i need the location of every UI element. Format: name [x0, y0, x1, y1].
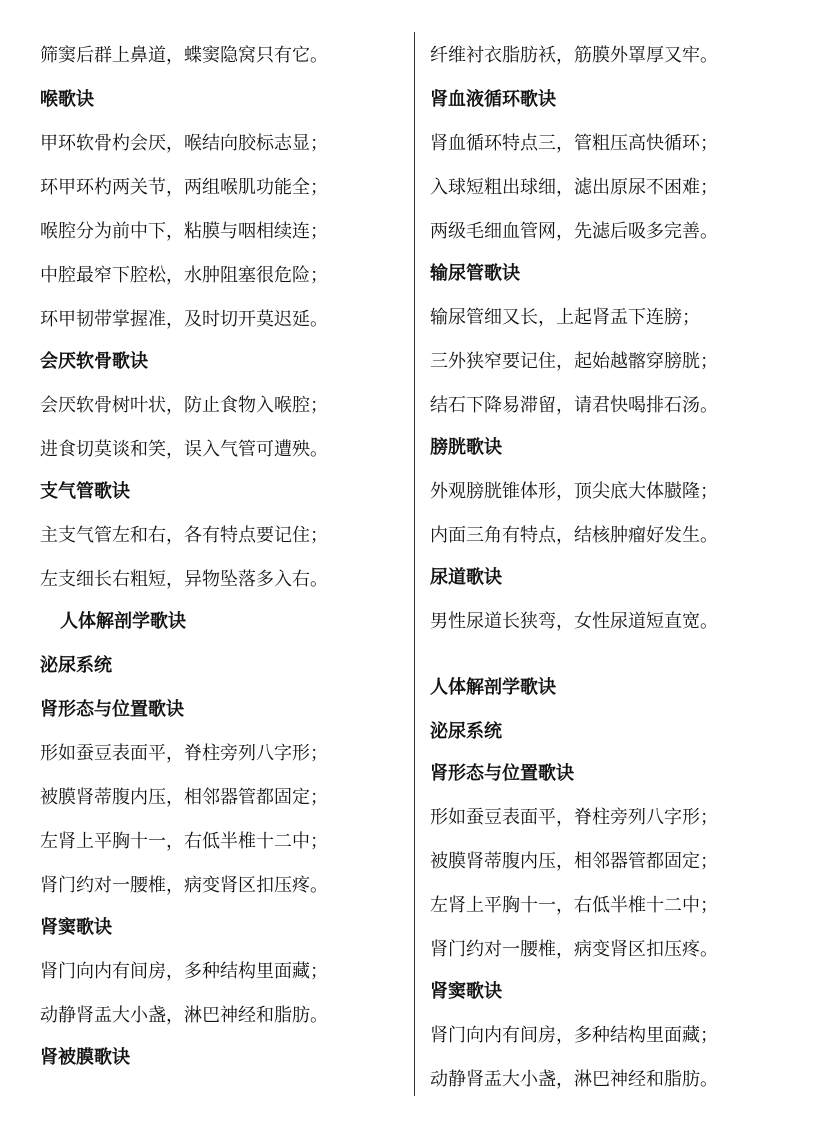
verse-line: 肾门向内有间房，多种结构里面藏；: [430, 1025, 718, 1046]
section-heading: 肾形态与位置歌诀: [40, 699, 184, 720]
verse-line: 主支气管左和右，各有特点要记住；: [40, 525, 328, 546]
section-heading: 人体解剖学歌诀: [430, 677, 556, 698]
section-heading: 支气管歌诀: [40, 481, 130, 502]
verse-line: 形如蚕豆表面平，脊柱旁列八字形；: [40, 743, 328, 764]
verse-line: 左支细长右粗短，异物坠落多入右。: [40, 569, 328, 590]
verse-line: 中腔最窄下腔松，水肿阻塞很危险；: [40, 265, 328, 286]
verse-line: 肾门向内有间房，多种结构里面藏；: [40, 961, 328, 982]
verse-line: 男性尿道长狭弯，女性尿道短直宽。: [430, 611, 718, 632]
section-heading: 肾窦歌诀: [40, 917, 112, 938]
verse-line: 筛窦后群上鼻道，蝶窦隐窝只有它。: [40, 45, 328, 66]
verse-line: 形如蚕豆表面平，脊柱旁列八字形；: [430, 807, 718, 828]
section-heading: 肾血液循环歌诀: [430, 89, 556, 110]
verse-line: 纤维衬衣脂肪袄，筋膜外罩厚又牢。: [430, 45, 718, 66]
verse-line: 肾门约对一腰椎，病变肾区扣压疼。: [40, 875, 328, 896]
section-heading: 输尿管歌诀: [430, 263, 520, 284]
section-heading: 肾形态与位置歌诀: [430, 763, 574, 784]
verse-line: 两级毛细血管网，先滤后吸多完善。: [430, 221, 718, 242]
verse-line: 会厌软骨树叶状，防止食物入喉腔；: [40, 395, 328, 416]
section-heading: 肾窦歌诀: [430, 981, 502, 1002]
verse-line: 入球短粗出球细，滤出原尿不困难；: [430, 177, 718, 198]
verse-line: 左肾上平胸十一，右低半椎十二中；: [430, 895, 718, 916]
verse-line: 被膜肾蒂腹内压，相邻器管都固定；: [40, 787, 328, 808]
section-heading: 膀胱歌诀: [430, 437, 502, 458]
section-heading: 人体解剖学歌诀: [60, 611, 186, 632]
section-heading: 尿道歌诀: [430, 567, 502, 588]
verse-line: 动静肾盂大小盏，淋巴神经和脂肪。: [40, 1005, 328, 1026]
verse-line: 肾门约对一腰椎，病变肾区扣压疼。: [430, 939, 718, 960]
verse-line: 喉腔分为前中下，粘膜与咽相续连；: [40, 221, 328, 242]
verse-line: 左肾上平胸十一，右低半椎十二中；: [40, 831, 328, 852]
verse-line: 结石下降易滞留，请君快喝排石汤。: [430, 395, 718, 416]
verse-line: 内面三角有特点，结核肿瘤好发生。: [430, 525, 718, 546]
column-divider: [414, 32, 415, 1096]
section-heading: 泌尿系统: [40, 655, 112, 676]
verse-line: 被膜肾蒂腹内压，相邻器管都固定；: [430, 851, 718, 872]
section-heading: 喉歌诀: [40, 89, 94, 110]
verse-line: 环甲环杓两关节，两组喉肌功能全；: [40, 177, 328, 198]
verse-line: 进食切莫谈和笑，误入气管可遭殃。: [40, 439, 328, 460]
verse-line: 肾血循环特点三，管粗压高快循环；: [430, 133, 718, 154]
verse-line: 三外狭窄要记住，起始越髂穿膀胱；: [430, 351, 718, 372]
section-heading: 肾被膜歌诀: [40, 1047, 130, 1068]
section-heading: 会厌软骨歌诀: [40, 351, 148, 372]
verse-line: 环甲韧带掌握准，及时切开莫迟延。: [40, 309, 328, 330]
verse-line: 动静肾盂大小盏，淋巴神经和脂肪。: [430, 1069, 718, 1090]
section-heading: 泌尿系统: [430, 721, 502, 742]
verse-line: 甲环软骨杓会厌，喉结向胶标志显；: [40, 133, 328, 154]
verse-line: 输尿管细又长，上起肾盂下连膀；: [430, 307, 700, 328]
verse-line: 外观膀胱锥体形，顶尖底大体臌隆；: [430, 481, 718, 502]
